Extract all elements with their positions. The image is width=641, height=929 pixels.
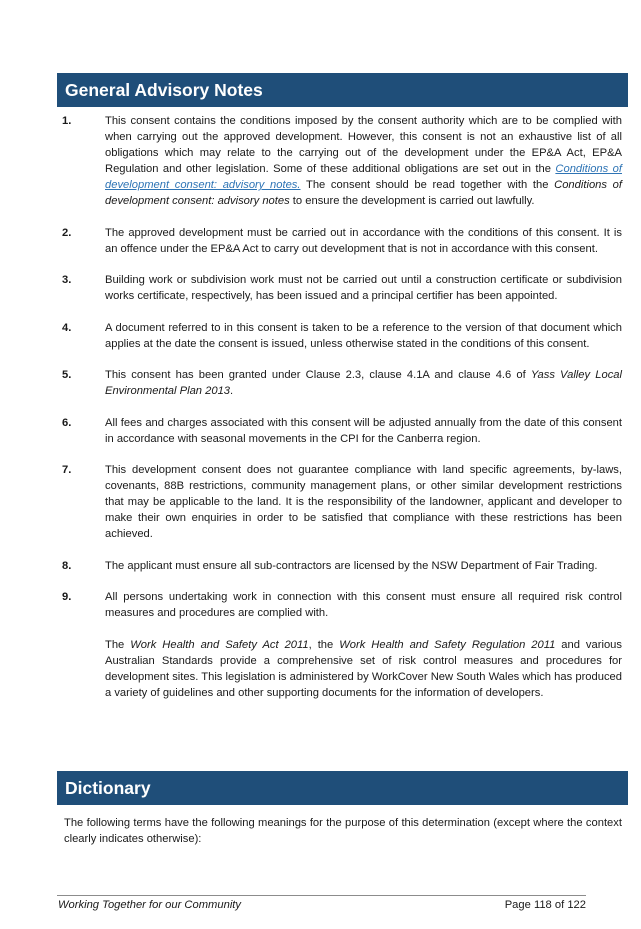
note-text-segment: The bbox=[105, 638, 131, 651]
note-text-segment: A document referred to in this consent is taken to be a reference to the version of that document which applies at the date the consent is issued, unless otherwise stated in the conditions of this consent. bbox=[105, 321, 622, 350]
note-text-segment: The consent should be read together with the bbox=[300, 179, 555, 191]
note-number: 7. bbox=[62, 464, 72, 476]
note-paragraph bbox=[105, 272, 622, 304]
advisory-note-4 bbox=[62, 320, 622, 352]
note-text-segment: The applicant must ensure all sub-contractors are licensed by the NSW Department of Fair Trading. bbox=[105, 559, 598, 572]
note-number: 8. bbox=[62, 559, 72, 572]
note-paragraph bbox=[105, 320, 622, 352]
note-body bbox=[105, 462, 622, 542]
note-text-segment: , the bbox=[308, 638, 340, 651]
note-text-segment: Building work or subdivision work must not be carried out until a construction certificate or subdivision works certificate, respectively, has been issued and a principal certifier has been appointed. bbox=[105, 274, 622, 302]
note-number: 6. bbox=[62, 416, 72, 429]
note-text-segment: and various Australian Standards provide a comprehensive set of risk control measures and procedures for development sites. This legislation is administered by WorkCover New South Wales which has produced a variety of guidelines and other supporting documents for the information of developers. bbox=[105, 638, 622, 699]
note-body bbox=[105, 225, 622, 257]
note-body bbox=[105, 320, 622, 352]
advisory-note-6 bbox=[62, 415, 622, 447]
note-text-segment: to ensure the development is carried out lawfully. bbox=[289, 195, 535, 207]
page-number: Page 118 of 122 bbox=[504, 899, 586, 911]
note-body bbox=[105, 113, 622, 209]
footer-tagline: Working Together for our Community bbox=[58, 899, 242, 911]
note-paragraph bbox=[105, 225, 622, 257]
note-text-segment: All persons undertaking work in connection with this consent must ensure all required risk control measures and procedures are complied with. bbox=[105, 591, 622, 619]
footer-divider bbox=[57, 895, 586, 896]
advisory-notes-link[interactable]: Conditions of development consent: advisory notes. bbox=[105, 163, 622, 191]
dictionary-intro-text: The following terms have the following meanings for the purpose of this determination (except where the context clearly indicates otherwise): bbox=[64, 817, 622, 845]
note-body bbox=[105, 367, 622, 399]
note-text-segment: This development consent does not guarantee compliance with land specific agreements, by-laws, covenants, 88B restrictions, community management plans, or other similar development restrictions that may be applicable to the land. It is the responsibility of the landowner, applicant and developer to make their own enquiries in order to be satisfied that compliance with these restrictions has been achieved. bbox=[105, 464, 622, 540]
note-paragraph bbox=[105, 462, 622, 542]
note-body bbox=[105, 415, 622, 447]
note-paragraph bbox=[105, 558, 622, 574]
note-text-segment: The approved development must be carried out in accordance with the conditions of this consent. It is an offence under the EP&A Act to carry out development that is not in accordance with this consent. bbox=[105, 226, 622, 255]
note-text-segment: . bbox=[230, 385, 234, 397]
note-number: 5. bbox=[62, 369, 72, 381]
advisory-note-3 bbox=[62, 272, 622, 304]
note-text-segment: This consent has been granted under Clause 2.3, clause 4.1A and clause 4.6 of bbox=[105, 369, 531, 381]
advisory-note-5 bbox=[62, 367, 622, 399]
note-number: 2. bbox=[62, 226, 72, 239]
advisory-note-2 bbox=[62, 225, 622, 257]
note-paragraph bbox=[105, 113, 622, 209]
note-body bbox=[105, 558, 622, 574]
advisory-notes-list bbox=[62, 113, 622, 716]
note-paragraph bbox=[105, 589, 622, 621]
section-heading-dictionary: Dictionary bbox=[57, 771, 628, 805]
italic-reference: Work Health and Safety Act 2011 bbox=[130, 638, 309, 651]
advisory-note-1 bbox=[62, 113, 622, 209]
note-body bbox=[105, 272, 622, 304]
note-number: 9. bbox=[62, 591, 72, 603]
advisory-note-9 bbox=[62, 589, 622, 701]
italic-reference: Conditions of development consent: advisory notes bbox=[105, 179, 622, 207]
italic-reference: Yass Valley Local Environmental Plan 2013 bbox=[105, 369, 622, 397]
note-number: 1. bbox=[62, 115, 72, 127]
section-heading-general-advisory-notes: General Advisory Notes bbox=[57, 73, 628, 107]
note-text-segment: All fees and charges associated with this consent will be adjusted annually from the date of this consent in accordance with seasonal movements in the CPI for the Canberra region. bbox=[105, 416, 622, 445]
note-number: 4. bbox=[62, 321, 72, 334]
note-text-segment: This consent contains the conditions imposed by the consent authority which are to be complied with when carrying out the approved development. However, this consent is not an exhaustive list of all obligations which may relate to the carrying out of the development under the EP&A Act, EP&A Regulation and other legislation. Some of these additional obligations are set out in the bbox=[105, 115, 622, 175]
note-paragraph bbox=[105, 637, 622, 701]
advisory-note-7 bbox=[62, 462, 622, 542]
italic-reference: Work Health and Safety Regulation 2011 bbox=[339, 638, 556, 651]
note-paragraph bbox=[105, 415, 622, 447]
advisory-note-8 bbox=[62, 558, 622, 574]
note-body bbox=[105, 589, 622, 701]
note-paragraph bbox=[105, 367, 622, 399]
note-number: 3. bbox=[62, 274, 72, 286]
